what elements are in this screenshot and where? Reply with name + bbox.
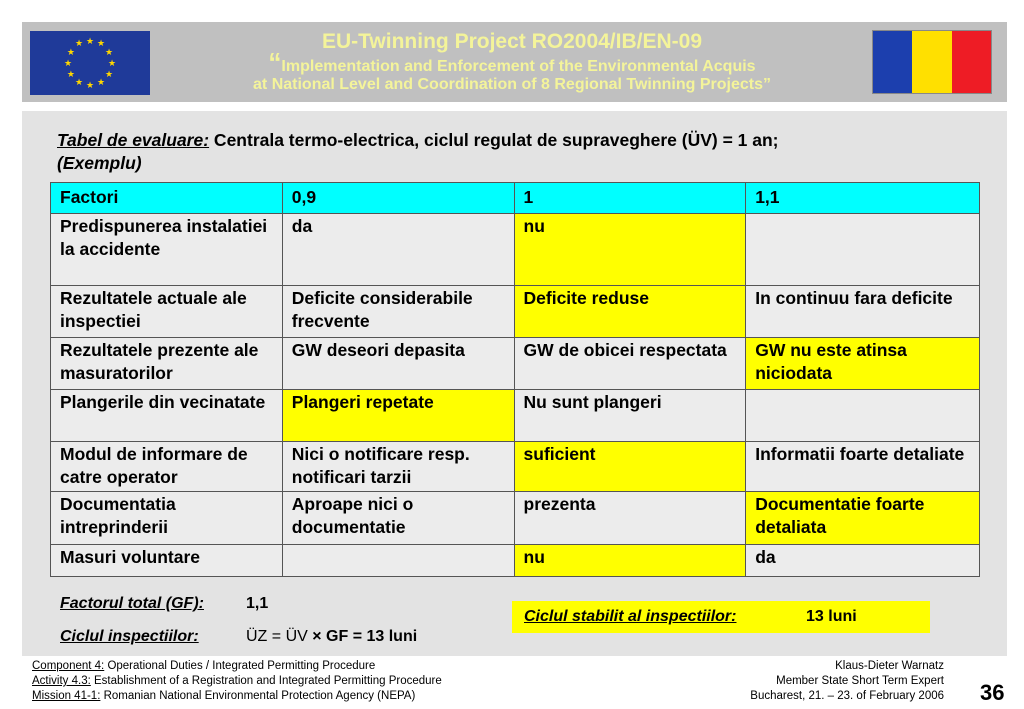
table-row xyxy=(51,390,980,442)
total-factor-value: 1,1 xyxy=(246,595,269,612)
table-cell: da xyxy=(282,214,514,286)
table-cell: Nici o notificare resp. notificari tarzii xyxy=(282,442,514,492)
footer-activity: Activity 4.3: Establishment of a Registration and Integrated Permitting Procedure xyxy=(32,675,442,687)
star-icon: ★ xyxy=(96,76,106,87)
table-cell: Rezultatele actuale ale inspectiei xyxy=(51,286,283,338)
table-row xyxy=(51,545,980,577)
header-banner xyxy=(22,22,1007,102)
table-cell: Deficite considerabile frecvente xyxy=(282,286,514,338)
footer-left xyxy=(32,659,442,704)
inspection-cycle-formula: ÜZ = ÜV × GF = 13 luni xyxy=(246,628,418,645)
table-cell: Predispunerea instalatiei la accidente xyxy=(51,214,283,286)
table-cell-selected: GW nu este atinsa niciodata xyxy=(746,338,980,390)
table-row xyxy=(51,442,980,492)
established-cycle-value: 13 luni xyxy=(806,608,857,625)
star-icon: ★ xyxy=(74,76,84,87)
table-cell: Informatii foarte detaliate xyxy=(746,442,980,492)
romania-flag-icon xyxy=(872,30,992,94)
column-header: 1 xyxy=(514,183,746,214)
content-panel xyxy=(22,111,1007,656)
table-cell-selected: suficient xyxy=(514,442,746,492)
project-title: EU-Twinning Project RO2004/IB/EN-09 xyxy=(321,30,703,53)
star-icon: ★ xyxy=(107,57,117,68)
footer-date: Bucharest, 21. – 23. of February 2006 xyxy=(750,690,944,702)
footer-mission: Mission 41-1: Romanian National Environmental Protection Agency (NEPA) xyxy=(32,690,416,702)
footer-right xyxy=(750,659,944,704)
footer-role: Member State Short Term Expert xyxy=(776,675,944,687)
established-cycle-box xyxy=(512,601,930,633)
table-cell xyxy=(746,390,980,442)
inspection-cycle-label: Ciclul inspectiilor: xyxy=(60,628,199,645)
table-cell: In continuu fara deficite xyxy=(746,286,980,338)
table-cell-selected: Deficite reduse xyxy=(514,286,746,338)
table-cell: GW de obicei respectata xyxy=(514,338,746,390)
table-cell-selected: Documentatie foarte detaliata xyxy=(746,492,980,545)
star-icon: ★ xyxy=(66,68,75,79)
table-cell: GW deseori depasita xyxy=(282,338,514,390)
star-icon: ★ xyxy=(105,68,114,79)
table-cell: Masuri voluntare xyxy=(51,545,283,577)
star-icon: ★ xyxy=(66,46,75,57)
column-header: 0,9 xyxy=(282,183,514,214)
table-title: Tabel de evaluare: Centrala termo-electrica, ciclul regulat de supraveghere (ÜV) = 1 an; (Exemplu) xyxy=(57,130,779,173)
table-row xyxy=(51,492,980,545)
star-icon: ★ xyxy=(96,38,106,49)
table-cell: Rezultatele prezente ale masuratorilor xyxy=(51,338,283,390)
table-row xyxy=(51,338,980,390)
table-cell: Plangerile din vecinatate xyxy=(51,390,283,442)
table-row xyxy=(51,286,980,338)
table-cell: da xyxy=(746,545,980,577)
table-cell-selected: Plangeri repetate xyxy=(282,390,514,442)
evaluation-table xyxy=(50,182,980,577)
table-header-row xyxy=(51,183,980,214)
total-factor-label: Factorul total (GF): xyxy=(60,595,204,612)
table-cell xyxy=(746,214,980,286)
star-icon: ★ xyxy=(74,38,84,49)
header-title xyxy=(162,30,862,94)
table-cell: Aproape nici o documentatie xyxy=(282,492,514,545)
established-cycle-label: Ciclul stabilit al inspectiilor: xyxy=(524,608,737,625)
star-icon: ★ xyxy=(105,46,114,57)
star-icon: ★ xyxy=(63,57,73,68)
footer-author: Klaus-Dieter Warnatz xyxy=(835,660,944,672)
project-subtitle: “Implementation and Enforcement of the Environmental Acquis xyxy=(268,47,756,77)
project-subtitle-2: at National Level and Coordination of 8 Regional Twinning Projects” xyxy=(253,76,771,93)
eu-flag-icon xyxy=(30,31,150,95)
page-number: 36 xyxy=(980,680,1005,705)
table-cell xyxy=(282,545,514,577)
star-icon: ★ xyxy=(85,35,95,46)
star-icon: ★ xyxy=(85,79,95,90)
column-header: Factori xyxy=(51,183,283,214)
table-cell: Modul de informare de catre operator xyxy=(51,442,283,492)
table-cell: prezenta xyxy=(514,492,746,545)
table-cell-selected: nu xyxy=(514,545,746,577)
column-header: 1,1 xyxy=(746,183,980,214)
table-cell-selected: nu xyxy=(514,214,746,286)
table-cell: Nu sunt plangeri xyxy=(514,390,746,442)
table-cell: Documentatia intreprinderii xyxy=(51,492,283,545)
table-row xyxy=(51,214,980,286)
footer-component: Component 4: Operational Duties / Integrated Permitting Procedure xyxy=(32,660,376,672)
